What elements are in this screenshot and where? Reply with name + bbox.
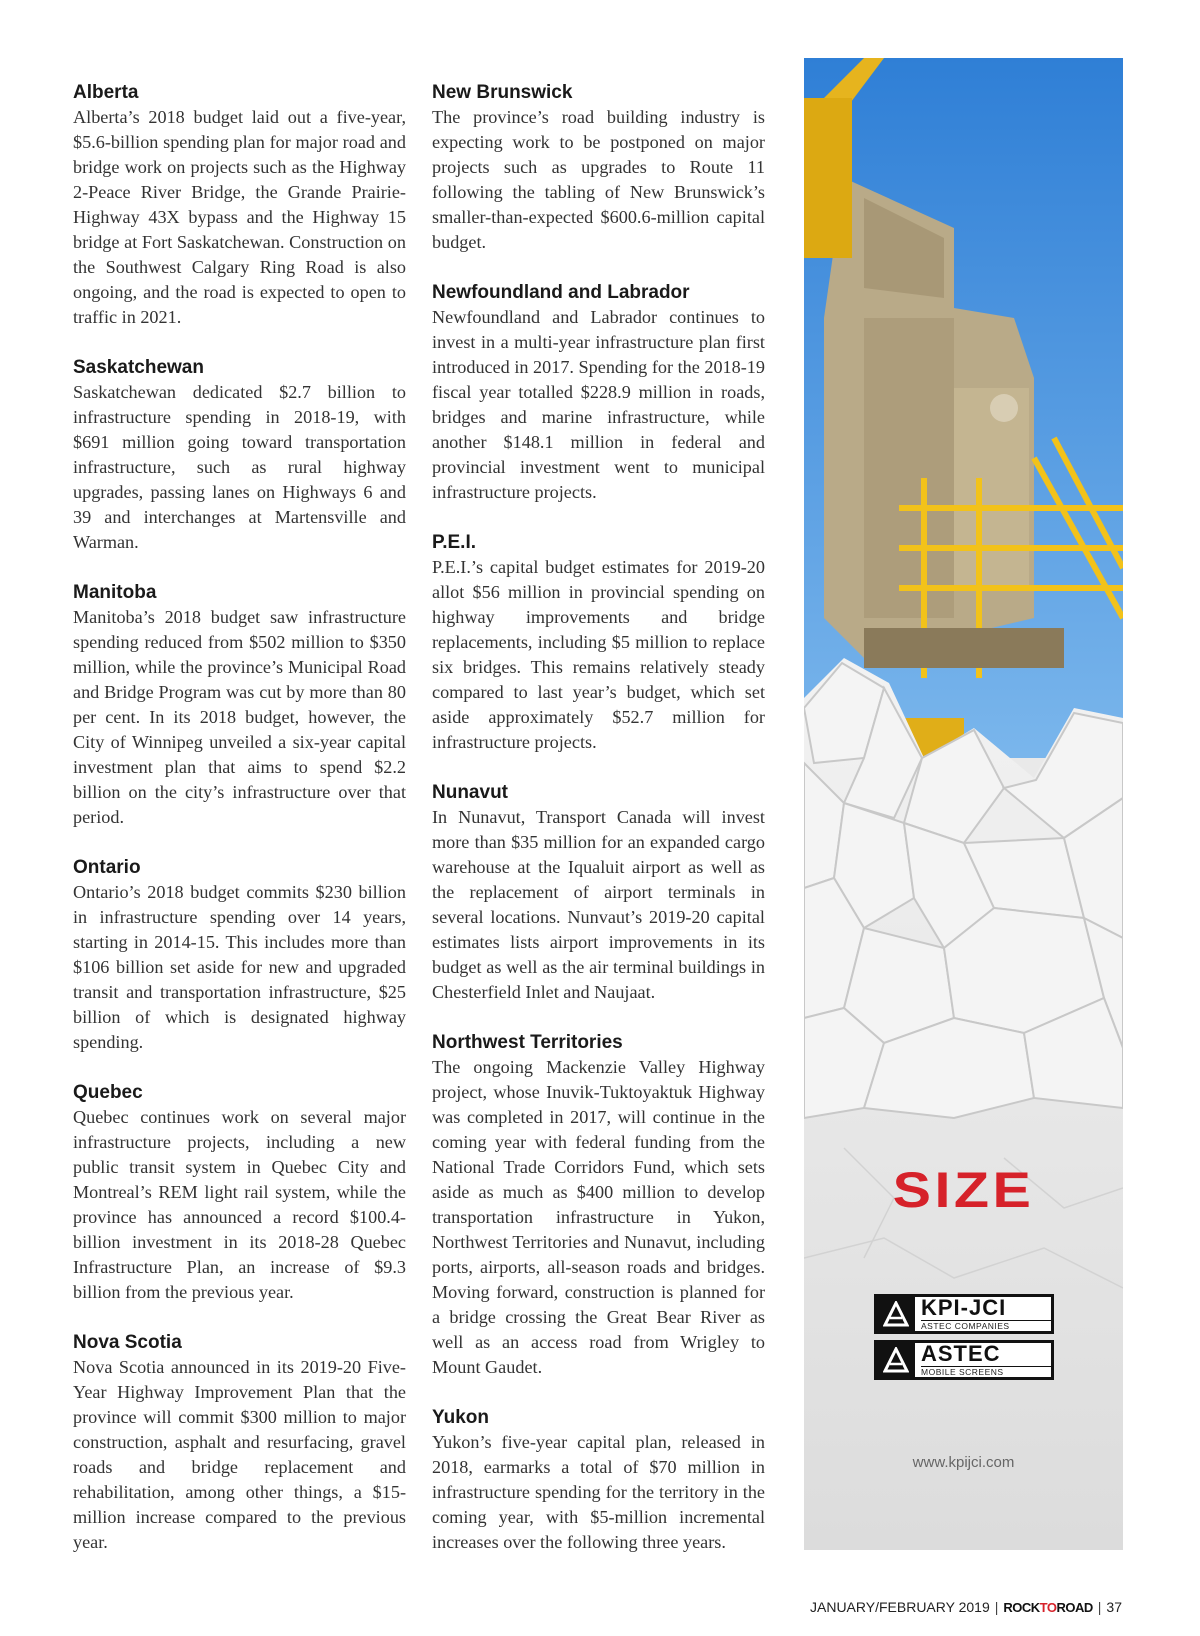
page-number: 37 xyxy=(1106,1599,1122,1615)
province-section xyxy=(73,1330,406,1555)
section-heading: Newfoundland and Labrador xyxy=(432,282,690,303)
province-section xyxy=(432,780,765,1005)
section-heading: Quebec xyxy=(73,1082,143,1103)
advertisement[interactable] xyxy=(804,58,1123,1550)
issue-date: JANUARY/FEBRUARY 2019 xyxy=(810,1599,990,1615)
province-section xyxy=(432,1030,765,1380)
section-heading: Nunavut xyxy=(432,782,508,803)
magazine-name xyxy=(1003,1600,1092,1615)
section-body: The province’s road building industry is expecting work to be postponed on major projects such as upgrades to Route 11 following the tabling of New Brunswick’s smaller-than-expected $600.6-million capital budget. xyxy=(432,107,765,252)
section-body: The ongoing Mackenzie Valley Highway project, whose Inuvik-Tuktoyaktuk Highway was completed in 2017, will continue in the coming year with federal funding from the National Trade Corridors Fund, which sets aside as much as $400 million to develop transportation infrastructure in Yukon, Northwest Territories and Nunavut, including ports, airports, all-season roads and bridges. Moving forward, construction is planned for a bridge crossing the Great Bear River as well as an access road from Wrigley to Mount Gaudet. xyxy=(432,1057,765,1377)
middle-article-column xyxy=(432,80,765,1580)
section-heading: Alberta xyxy=(73,82,139,103)
astec-mobile-screens-logo[interactable] xyxy=(874,1340,1054,1380)
section-body: Newfoundland and Labrador continues to invest in a multi-year infrastructure plan first introduced in 2017. Spending for the 2018-19 fiscal year totalled $228.9 million in roads, bridges and marine infrastructure, while another $148.1 million in federal and provincial investment went to municipal infrastructure projects. xyxy=(432,307,765,502)
section-heading: Yukon xyxy=(432,1407,490,1428)
footer-separator: | xyxy=(1097,1599,1102,1615)
logo-astec-sub: MOBILE SCREENS xyxy=(921,1366,1051,1377)
section-body: Nova Scotia announced in its 2019-20 Five-Year Highway Improvement Plan that the province will commit $300 million to major construction, asphalt and resurfacing, gravel roads and bridge replacement and rehabilitation, among other things, a $15-million increase compared to the previous year. xyxy=(73,1357,406,1552)
section-heading: New Brunswick xyxy=(432,82,573,103)
province-section xyxy=(73,355,406,555)
province-section xyxy=(432,80,765,255)
section-body: Ontario’s 2018 budget commits $230 billion in infrastructure spending over 14 years, starting in 2014-15. This includes more than $106 billion set aside for new and upgraded transit and transportation infrastructure, $25 billion of which is designated highway spending. xyxy=(73,882,406,1052)
province-section xyxy=(432,530,765,755)
logo-kpi-jci-sub: ASTEC COMPANIES xyxy=(921,1320,1051,1331)
section-heading: Nova Scotia xyxy=(73,1332,182,1353)
page-footer xyxy=(810,1599,1122,1615)
province-section xyxy=(73,1080,406,1305)
logo-kpi-jci-name: KPI-JCI xyxy=(921,1294,1007,1320)
section-body: In Nunavut, Transport Canada will invest more than $35 million for an expanded cargo warehouse at the Iqualuit airport as well as the replacement of airport terminals in several locations. Nunvaut’s 2019-20 capital estimates lists airport improvements in its budget as well as the air terminal buildings in Chesterfield Inlet and Naujaat. xyxy=(432,807,765,1002)
province-section xyxy=(73,855,406,1055)
section-heading: Ontario xyxy=(73,857,141,878)
section-body: Quebec continues work on several major infrastructure projects, including a new public transit system in Quebec City and Montreal’s REM light rail system, while the province has announced a record $100.4-billion investment in its 2018-28 Quebec Infrastructure Plan, an increase of $9.3 billion from the previous year. xyxy=(73,1107,406,1302)
kpi-jci-logo[interactable] xyxy=(874,1294,1054,1334)
astec-a-icon xyxy=(877,1297,915,1331)
section-body: Alberta’s 2018 budget laid out a five-year, $5.6-billion spending plan for major road and bridge work on projects such as the Highway 2-Peace River Bridge, the Grande Prairie-Highway 43X bypass and the Highway 15 bridge at Fort Saskatchewan. Construction on the Southwest Calgary Ring Road is also ongoing, and the road is expected to open to traffic in 2021. xyxy=(73,107,406,327)
magazine-name-part1: ROCK xyxy=(1003,1599,1040,1615)
ad-headline: SIZE xyxy=(892,1162,1035,1218)
section-heading: P.E.I. xyxy=(432,532,477,553)
province-section xyxy=(432,280,765,505)
province-section xyxy=(432,1405,765,1555)
magazine-name-part2: TO xyxy=(1039,1599,1057,1615)
section-body: Yukon’s five-year capital plan, released in 2018, earmarks a total of $70 million in infrastructure spending for the territory in the coming year, with $5-million incremental increases over the following three years. xyxy=(432,1432,765,1552)
logo-astec-name: ASTEC xyxy=(921,1340,1001,1366)
ad-website-link[interactable]: www.kpijci.com xyxy=(912,1454,1015,1471)
astec-a-icon xyxy=(877,1343,915,1377)
section-body: P.E.I.’s capital budget estimates for 2019-20 allot $56 million in provincial spending on highway improvements and bridge replacements, including $5 million to replace six bridges. This remains relatively steady compared to last year’s budget, which set aside approximately $52.7 million for infrastructure projects. xyxy=(432,557,765,752)
footer-separator: | xyxy=(994,1599,999,1615)
section-heading: Saskatchewan xyxy=(73,357,204,378)
province-section xyxy=(73,580,406,830)
section-heading: Manitoba xyxy=(73,582,157,603)
section-body: Saskatchewan dedicated $2.7 billion to infrastructure spending in 2018-19, with $691 million going toward transportation infrastructure, such as rural highway upgrades, passing lanes on Highways 6 and 39 and interchanges at Martensville and Warman. xyxy=(73,382,406,552)
section-heading: Northwest Territories xyxy=(432,1032,623,1053)
left-article-column xyxy=(73,80,406,1580)
section-body: Manitoba’s 2018 budget saw infrastructure spending reduced from $502 million to $350 million, while the province’s Municipal Road and Bridge Program was cut by more than 80 per cent. In its 2018 budget, however, the City of Winnipeg unveiled a six-year capital investment plan that aims to spend $2.2 billion on the city’s infrastructure over that period. xyxy=(73,607,406,827)
magazine-name-part3: ROAD xyxy=(1056,1599,1093,1615)
province-section xyxy=(73,80,406,330)
